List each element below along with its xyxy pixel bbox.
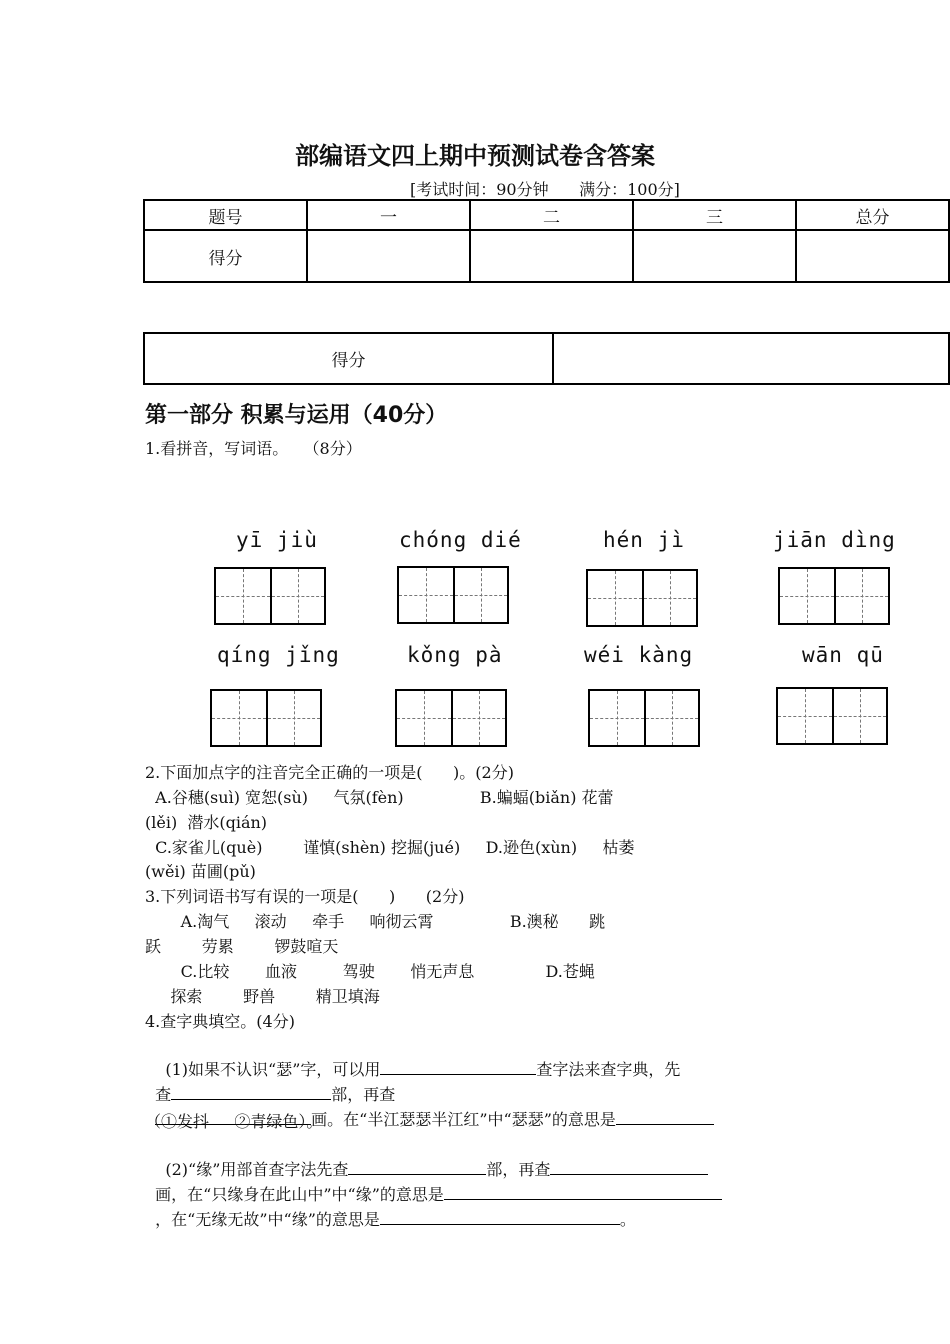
q4-prompt: 4.查字典填空。(4分) bbox=[145, 1012, 295, 1031]
pinyin-label: wéi kàng bbox=[584, 643, 694, 667]
q4-text: 。 bbox=[619, 1210, 636, 1229]
pinyin-label: wān qū bbox=[802, 643, 884, 667]
q4-text: ，在“无缘无故”中“缘”的意思是 bbox=[155, 1210, 380, 1229]
q4-text: 部，再查 bbox=[331, 1085, 396, 1104]
q2-option-line: (lěi) 潜水(qián) bbox=[145, 813, 268, 832]
tianzige-box[interactable] bbox=[776, 687, 888, 745]
score-cell bbox=[796, 230, 949, 282]
tianzige-box[interactable] bbox=[210, 689, 322, 747]
q2-option-line: (wěi) 苗圃(pǔ) bbox=[145, 862, 256, 881]
tianzige-box[interactable] bbox=[586, 569, 698, 627]
q3-option-line: A.淘气 滚动 牵手 响彻云霄 B.澳秘 跳 bbox=[145, 912, 606, 931]
header-cell: 二 bbox=[470, 200, 633, 230]
q4-text: (2)“缘”用部首查字法先查 bbox=[155, 1160, 349, 1179]
tianzige-box[interactable] bbox=[778, 567, 890, 625]
pinyin-label: hén jì bbox=[603, 528, 685, 552]
q3-option-line: 探索 野兽 精卫填海 bbox=[145, 987, 380, 1006]
q4-text: 画，在“只缘身在此山中”中“缘”的意思是 bbox=[155, 1185, 444, 1204]
q4-text: 部，再查 bbox=[486, 1160, 551, 1179]
header-cell: 一 bbox=[307, 200, 470, 230]
q4-line: （①发抖 ②青绿色）。 bbox=[145, 1112, 323, 1131]
header-cell: 总分 bbox=[796, 200, 949, 230]
q3-prompt: 3.下列词语书写有误的一项是( ) (2分) bbox=[145, 887, 465, 906]
tianzige-box[interactable] bbox=[588, 689, 700, 747]
score-table bbox=[143, 199, 950, 283]
section-score-box bbox=[143, 332, 950, 385]
q1-prompt: 1.看拼音，写词语。 （8分） bbox=[145, 439, 362, 458]
tianzige-box[interactable] bbox=[214, 567, 326, 625]
pinyin-label: chóng dié bbox=[399, 528, 522, 552]
pinyin-label: kǒng pà bbox=[407, 643, 503, 667]
score-box-label: 得分 bbox=[144, 333, 553, 384]
tianzige-box[interactable] bbox=[395, 689, 507, 747]
pinyin-label: qíng jǐng bbox=[217, 643, 340, 667]
answer-blank[interactable] bbox=[616, 1108, 714, 1125]
header-cell: 题号 bbox=[144, 200, 307, 230]
q3-option-line: C.比较 血液 驾驶 悄无声息 D.苍蝇 bbox=[145, 962, 595, 981]
pinyin-label: yī jiù bbox=[236, 528, 318, 552]
q2-option-line: A.谷穗(suì) 宽恕(sù) 气氛(fèn) B.蝙蝠(biǎn) 花蕾 bbox=[145, 788, 614, 807]
answer-blank[interactable] bbox=[380, 1058, 536, 1075]
q4-text: 查 bbox=[155, 1085, 172, 1104]
exam-info: [考试时间：90分钟 满分：100分] bbox=[410, 180, 680, 199]
header-cell: 三 bbox=[633, 200, 796, 230]
q4-text: 画。在“半江瑟瑟半江红”中“瑟瑟”的意思是 bbox=[311, 1110, 616, 1129]
answer-blank[interactable] bbox=[380, 1208, 620, 1225]
q2-option-line: C.家雀儿(què) 谨慎(shèn) 挖掘(jué) D.逊色(xùn) 枯萎 bbox=[145, 838, 635, 857]
page-title: 部编语文四上期中预测试卷含答案 bbox=[295, 142, 655, 170]
row-label: 得分 bbox=[144, 230, 307, 282]
section-title: 第一部分 积累与运用（40分） bbox=[145, 403, 448, 428]
q4-text: (1)如果不认识“瑟”字，可以用 bbox=[155, 1060, 381, 1079]
tianzige-box[interactable] bbox=[397, 566, 509, 624]
q3-option-line: 跃 劳累 锣鼓喧天 bbox=[145, 937, 339, 956]
score-cell bbox=[633, 230, 796, 282]
score-cell bbox=[470, 230, 633, 282]
score-box-value bbox=[553, 333, 949, 384]
pinyin-label: jiān dìng bbox=[773, 528, 896, 552]
q2-prompt: 2.下面加点字的注音完全正确的一项是( )。(2分) bbox=[145, 763, 514, 782]
score-cell bbox=[307, 230, 470, 282]
q4-line bbox=[145, 1186, 636, 1231]
q4-text: 查字法来查字典，先 bbox=[536, 1060, 681, 1079]
